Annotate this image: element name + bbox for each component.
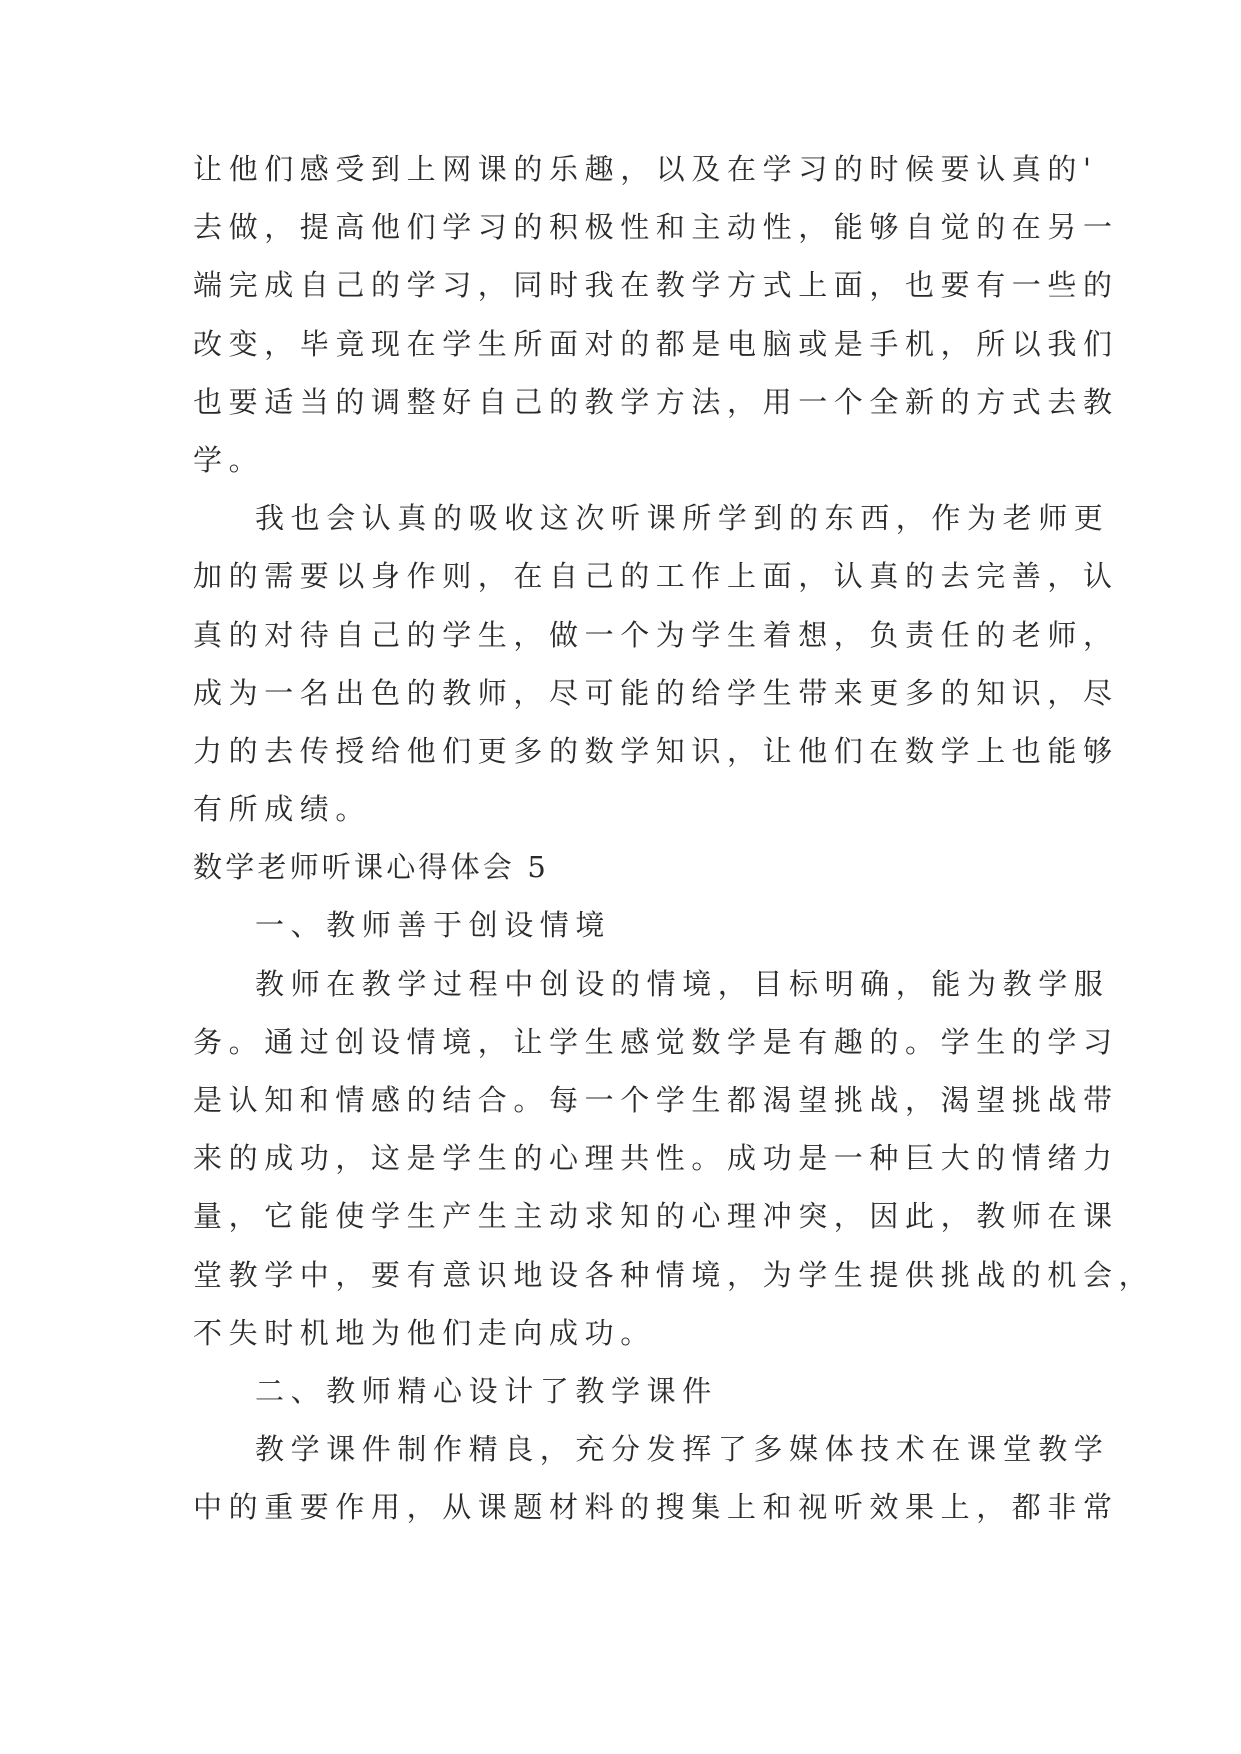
paragraph-line: 我也会认真的吸收这次听课所学到的东西，作为老师更 xyxy=(255,501,1110,536)
paragraph-line: 有所成绩。 xyxy=(193,792,372,827)
paragraph-line: 让他们感受到上网课的乐趣，以及在学习的时候要认真的' xyxy=(193,152,1098,186)
paragraph-line: 也要适当的调整好自己的教学方法，用一个全新的方式去教 xyxy=(193,384,1119,419)
paragraph-line: 量，它能使学生产生主动求知的心理冲突，因此，教师在课 xyxy=(193,1199,1119,1234)
paragraph-line: 学。 xyxy=(193,442,265,477)
paragraph-line: 真的对待自己的学生，做一个为学生着想，负责任的老师， xyxy=(193,617,1119,652)
paragraph-line: 教师在教学过程中创设的情境，目标明确，能为教学服 xyxy=(255,966,1110,1001)
paragraph-line: 中的重要作用，从课题材料的搜集上和视听效果上，都非常 xyxy=(193,1490,1119,1525)
paragraph-line: 成为一名出色的教师，尽可能的给学生带来更多的知识，尽 xyxy=(193,675,1119,710)
section-title: 数学老师听课心得体会 5 xyxy=(193,850,550,885)
section-heading: 一、教师善于创设情境 xyxy=(255,908,612,943)
paragraph-line: 是认知和情感的结合。每一个学生都渴望挑战，渴望挑战带 xyxy=(193,1083,1119,1117)
paragraph-line: 务。通过创设情境，让学生感觉数学是有趣的。学生的学习 xyxy=(193,1024,1119,1059)
paragraph-line: 来的成功，这是学生的心理共性。成功是一种巨大的情绪力 xyxy=(193,1141,1119,1176)
document-body xyxy=(193,140,1155,1537)
section-heading: 二、教师精心设计了教学课件 xyxy=(255,1373,718,1408)
paragraph-line: 教学课件制作精良，充分发挥了多媒体技术在课堂教学 xyxy=(255,1432,1110,1467)
paragraph-line: 端完成自己的学习，同时我在教学方式上面，也要有一些的 xyxy=(193,268,1119,303)
paragraph-line: 不失时机地为他们走向成功。 xyxy=(193,1315,656,1350)
paragraph-line: 堂教学中，要有意识地设各种情境，为学生提供挑战的机会， xyxy=(193,1257,1155,1292)
paragraph-line: 加的需要以身作则，在自己的工作上面，认真的去完善，认 xyxy=(193,559,1119,594)
paragraph-line: 改变，毕竟现在学生所面对的都是电脑或是手机，所以我们 xyxy=(193,326,1119,361)
paragraph-line: 去做，提高他们学习的积极性和主动性，能够自觉的在另一 xyxy=(193,210,1119,245)
paragraph-line: 力的去传授给他们更多的数学知识，让他们在数学上也能够 xyxy=(193,733,1119,768)
